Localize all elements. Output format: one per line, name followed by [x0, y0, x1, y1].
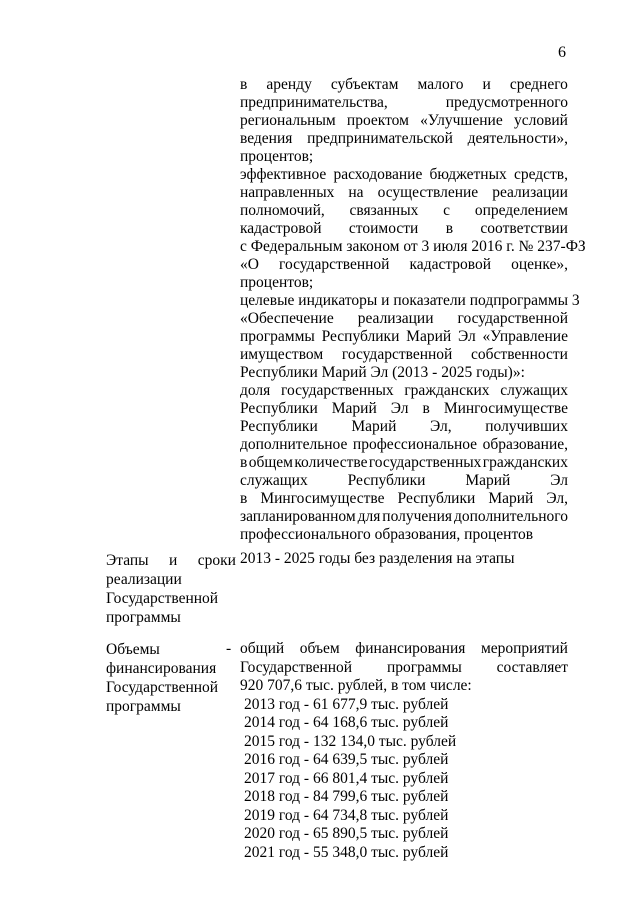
text-line: имуществом государственной собственности — [240, 346, 568, 363]
text-line: кадастровой стоимости в соответствии — [240, 220, 568, 237]
text-line: в общем количестве государственных гражданских — [240, 454, 568, 471]
page-number: 6 — [558, 44, 566, 61]
stages-label-line: Этапы и сроки — [106, 552, 236, 569]
funding-value — [240, 640, 568, 862]
text-line: процентов; — [240, 274, 314, 291]
text-line: целевые индикаторы и показатели подпрограммы 3 — [240, 292, 580, 309]
text-line: процентов; — [240, 148, 314, 165]
text-line: с Федеральным законом от 3 июля 2016 г. № 237-ФЗ — [240, 238, 586, 255]
text-line: запланированном для получения дополнительного — [240, 508, 568, 525]
text-line: служащих Республики Марий Эл — [240, 472, 568, 489]
text-line: Республики Марий Эл в Мингосимуществе — [240, 400, 568, 417]
text-line: Республики Марий Эл (2013 - 2025 годы)»: — [240, 364, 525, 381]
text-line: предпринимательства, предусмотренного — [240, 94, 568, 111]
text-line: региональным проектом «Улучшение условий — [240, 112, 568, 129]
funding-text-line: Государственной программы составляет — [240, 658, 568, 676]
funding-year-line: 2015 год - 132 134,0 тыс. рублей — [244, 732, 457, 750]
text-line: полномочий, связанных с определением — [240, 202, 568, 219]
funding-text-line: общий объем финансирования мероприятий — [240, 640, 568, 657]
text-line: программы Республики Марий Эл «Управление — [240, 328, 568, 345]
funding-year-line: 2017 год - 66 801,4 тыс. рублей — [244, 769, 449, 787]
funding-dash: - — [226, 640, 232, 657]
funding-label-line: финансирования — [106, 660, 217, 677]
funding-year-line: 2014 год - 64 168,6 тыс. рублей — [244, 714, 449, 731]
goals-continuation-text — [240, 76, 586, 544]
funding-label-line: программы — [106, 698, 181, 715]
funding-year-line: 2021 год - 55 348,0 тыс. рублей — [244, 843, 449, 861]
text-line: профессионального образования, процентов — [240, 526, 534, 543]
text-line: направленных на осуществление реализации — [240, 184, 568, 201]
funding-text-line: 920 707,6 тыс. рублей, в том числе: — [240, 677, 472, 694]
text-line: «О государственной кадастровой оценке», — [240, 256, 568, 273]
text-line: эффективное расходование бюджетных средств, — [240, 166, 568, 183]
funding-label-line: Государственной — [106, 679, 219, 696]
funding-year-line: 2020 год - 65 890,5 тыс. рублей — [244, 825, 449, 842]
stages-label-line: реализации — [106, 571, 182, 588]
stages-label-line: программы — [106, 609, 181, 626]
funding-year-line: 2018 год - 84 799,6 тыс. рублей — [244, 788, 449, 805]
funding-year-line: 2013 год - 61 677,9 тыс. рублей — [244, 695, 449, 713]
text-line: в Мингосимуществе Республики Марий Эл, — [240, 490, 568, 507]
text-line: ведения предпринимательской деятельности», — [240, 130, 568, 147]
text-line: в аренду субъектам малого и среднего — [240, 76, 568, 93]
text-line: «Обеспечение реализации государственной — [240, 310, 568, 327]
funding-year-line: 2016 год - 64 639,5 тыс. рублей — [244, 751, 449, 768]
stages-label-line: Государственной — [106, 590, 219, 607]
funding-label — [106, 640, 236, 716]
stages-value — [240, 550, 568, 568]
funding-year-line: 2019 год - 64 734,8 тыс. рублей — [244, 806, 449, 824]
text-line: доля государственных гражданских служащих — [240, 382, 568, 399]
text-line: дополнительное профессиональное образование, — [240, 436, 568, 453]
stages-label — [106, 551, 236, 627]
stages-value-text: 2013 - 2025 годы без разделения на этапы — [240, 550, 515, 567]
funding-label-line: Объемы — [106, 641, 160, 658]
text-line: Республики Марий Эл, получивших — [240, 418, 568, 435]
